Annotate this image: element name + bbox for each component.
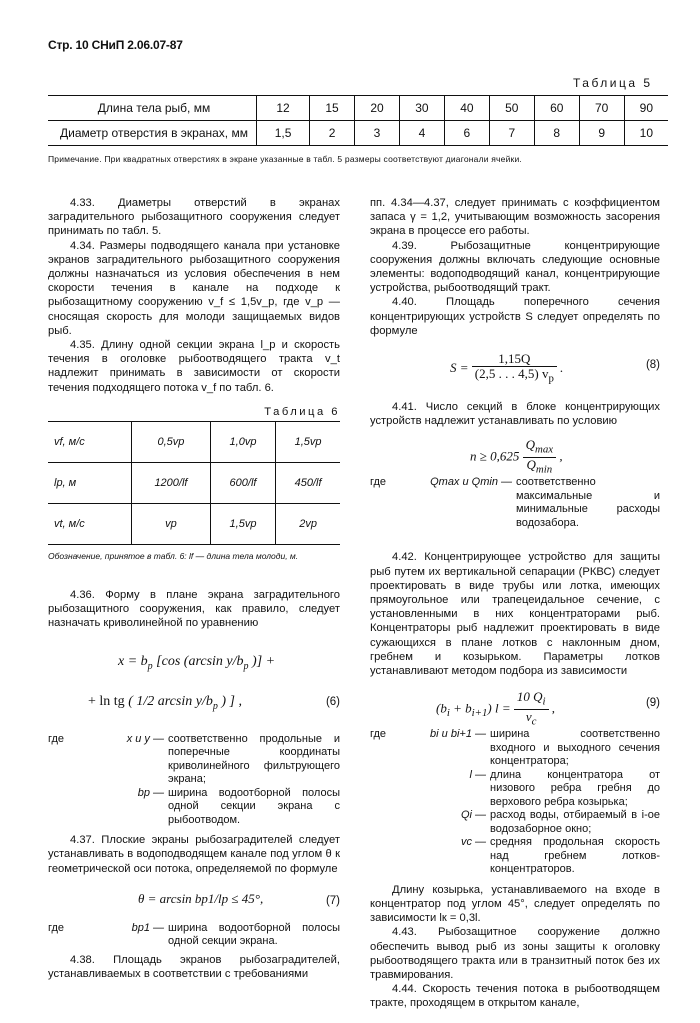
page-header: Стр. 10 СНиП 2.06.07-87 (48, 38, 183, 52)
formula-7-number: (7) (325, 894, 340, 907)
where-symbol: vc — (460, 836, 486, 849)
where-text: соответственно максимальные и минимальные расходы водозабора. (516, 476, 660, 529)
formula-8-expr: S = $\frac{1,15Q}{(2,5 . . . 4,5) v_p}$ . (450, 351, 564, 385)
paragraph-4-34: 4.34. Размеры подводящего канала при установке экранов заградительного рыбозащитного сооружения должны назначаться из условия обеспечения в нем скорости течения в канале на подходе к рыбозащитному сооружению v_f ≤ 1,5v_p, где v_p — сносящая скорость для молоди защищаемых видов рыб. (48, 239, 340, 337)
table6-cell: 600/lf (210, 463, 275, 504)
paragraph-4-43: 4.43. Рыбозащитное сооружение должно обеспечить вывод рыб из зоны защиты к оголовку рыбоотводящего тракта или в транзитный поток без их травмирования. (370, 926, 660, 981)
paragraph-4-41: 4.41. Число секций в блоке концентрирующих устройств надлежит устанавливать по условию (370, 401, 660, 428)
table6-cell: 2vp (276, 504, 340, 545)
table5-cell: 9 (579, 121, 624, 146)
paragraph-4-36: 4.36. Форму в плане экрана заградительного рыбозащитного сооружения, как правило, следует назначать криволинейной по уравнению (48, 589, 340, 630)
paragraph-4-40: 4.40. Площадь поперечного сечения концентрирующих устройств S следует определять по формуле (370, 296, 660, 337)
paragraph-4-38: 4.38. Площадь экранов рыбозаградителей, устанавливаемых в соответствии с требованиями (48, 953, 340, 980)
table6-cell: 1200/lf (132, 463, 211, 504)
left-column (48, 196, 340, 981)
where-text: ширина водоотборной полосы одной секции экрана. (168, 921, 340, 948)
where-text: ширина соответственно входного и выходного сечения концентратора; (490, 728, 660, 768)
formula-41-expr: n ≥ 0,625 $\frac{Q_{max}}{Q_{min}}$ , (470, 437, 563, 476)
table5-caption: Таблица 5 (573, 76, 653, 90)
where-symbol: bp — (137, 786, 164, 799)
table5-cell: 3 (355, 121, 400, 146)
where-text: длина концентратора от низового ребра гребня до верхового ребра козырька; (490, 768, 660, 808)
where-text: соответственно продольные и поперечные координаты криволинейного фильтрующего экрана; (168, 732, 340, 786)
where-label: где (48, 732, 65, 745)
formula-41 (370, 432, 660, 476)
table6-cell: 1,5vp (276, 422, 340, 463)
paragraph-4-33: 4.33. Диаметры отверстий в экранах заградительного рыбозащитного сооружения следует принимать по табл. 5. (48, 197, 340, 238)
table5-note: Примечание. При квадратных отверстиях в экране указанные в табл. 5 размеры соответствуют диагонали ячейки. (48, 154, 522, 164)
formula-8 (370, 344, 660, 388)
table5-cell: 90 (624, 96, 668, 121)
table5-cell: 15 (310, 96, 355, 121)
paragraph-4-42: 4.42. Концентрирующее устройство для защиты рыб путем их вертикальной сепарации (РКВС) следует проектировать в виде трубы или лотка, имеющих прямоугольное или трапецеидальное сечение, с установленными в них концентраторами рыб. Концентраторы рыб надлежит проектировать в виде сужающихся в плане лотков с наклонным дном, гребнем и козырьком. Параметры лотков устанавливают методом подбора из зависимости (370, 551, 660, 678)
table6-cell: vf, м/с (48, 422, 132, 463)
table5-cell: 6 (444, 121, 489, 146)
where-9-row: где bi и bi+1 — ширина соответственно входного и выходного сечения концентратора; (370, 728, 660, 768)
formula-9-number: (9) (645, 697, 660, 710)
formula-6-number: (6) (325, 695, 340, 708)
table6-note: Обозначение, принятое в табл. 6: lf — длина тела молоди, м. (48, 551, 299, 562)
paragraph-4-35: 4.35. Длину одной секции экрана l_p и скорость течения в оголовке рыбоотводящего тракта v_t надлежит принимать в зависимости от скорости течения подходящего потока v_f по табл. 6. (48, 339, 340, 394)
paragraph-4-37: 4.37. Плоские экраны рыбозаградителей следует устанавливать в водоподводящем канале под углом θ к геометрической оси потока, определяемой по формуле (48, 834, 340, 875)
table6-cell: vp (132, 504, 211, 545)
table6-cell: lp, м (48, 463, 132, 504)
formula-6-svg (48, 643, 340, 723)
table5-cell: 8 (534, 121, 579, 146)
formula-7-text: θ = arcsin bp1/lp ≤ 45°, (138, 890, 264, 906)
table5-cell: 12 (257, 96, 310, 121)
table5-cell: 20 (355, 96, 400, 121)
table5-row2-label: Диаметр отверстия в экранах, мм (48, 121, 257, 146)
where-9-row (370, 809, 660, 836)
where-symbol: bp1 — (131, 921, 164, 934)
where-6-row (48, 733, 340, 787)
formula-6-line1: $x = b_p$ [cos (arcsin $y/b_p$ )] + (118, 653, 276, 672)
paragraph-4-44: 4.44. Скорость течения потока в рыбоотводящем тракте, проходящем в открытом канале, (370, 983, 660, 1010)
table6-cell: 1,0vp (210, 422, 275, 463)
where-text: средняя продольная скорость над гребнем лотков-концентраторов. (490, 836, 660, 876)
table5-cell: 50 (489, 96, 534, 121)
paragraph-cont: пп. 4.34—4.37, следует принимать с коэффициентом запаса γ = 1,2, учитывающим возможность засорения экрана в процессе его работы. (370, 197, 660, 238)
table5-row1-label: Длина тела рыб, мм (48, 96, 257, 121)
table5-cell: 4 (399, 121, 444, 146)
paragraph-kozyrek: Длину козырька, устанавливаемого на входе в концентратор под углом 45°, следует определять по зависимости lк = 0,3l. (370, 883, 660, 925)
table5-cell: 7 (489, 121, 534, 146)
formula-9 (370, 684, 660, 728)
where-text: ширина водоотборной полосы одной секции экрана с рыбоотводом. (168, 786, 340, 826)
table6 (48, 421, 340, 545)
table6-cell: vt, м/с (48, 504, 132, 545)
formula-7 (48, 884, 340, 922)
where-9-row (370, 836, 660, 877)
where-7-row: где bp1 — ширина водоотборной полосы одной секции экрана. (48, 921, 340, 948)
formula-6 (48, 643, 340, 723)
table6-caption: Таблица 6 (264, 405, 340, 418)
formula-6-line2: + ln tg ( 1/2 $\arcsin y/b_p$ ) ] , (88, 693, 242, 712)
where-symbol: x и y — (126, 732, 164, 745)
table6-cell: 0,5vp (132, 422, 211, 463)
where-9-row (370, 769, 660, 810)
table5-cell: 40 (444, 96, 489, 121)
table5 (48, 95, 668, 146)
where-symbol: Qi — (460, 809, 486, 822)
table6-cell: 450/lf (276, 463, 340, 504)
where-text: расход воды, отбираемый в i-ое водозаборное окно; (490, 809, 660, 835)
where-symbol: l — (469, 768, 486, 781)
table5-cell: 10 (624, 121, 668, 146)
right-column (370, 196, 660, 1011)
table6-cell: 1,5vp (210, 504, 275, 545)
formula-9-expr: $(b_i + b_{i+1}) l$ = $\frac{10 Q_i}{v_c}$ , (436, 689, 555, 728)
paragraph-4-39: 4.39. Рыбозащитные концентрирующие сооружения должны включать следующие основные элементы: водоподводящий канал, концентрирующие устройства, рыбоотводящий тракт. (370, 239, 660, 295)
where-6-row (48, 787, 340, 828)
where-symbol: bi и bi+1 — (430, 728, 486, 741)
table5-cell: 1,5 (257, 121, 310, 146)
where-41-row: где Qmax и Qmin — соответственно максимальные и минимальные расходы водозабора. (370, 476, 660, 529)
where-symbol: Qmax и Qmin — (430, 476, 512, 489)
table5-cell: 70 (579, 96, 624, 121)
table5-cell: 2 (310, 121, 355, 146)
formula-8-number: (8) (645, 359, 660, 372)
table5-cell: 30 (399, 96, 444, 121)
table5-cell: 60 (534, 96, 579, 121)
